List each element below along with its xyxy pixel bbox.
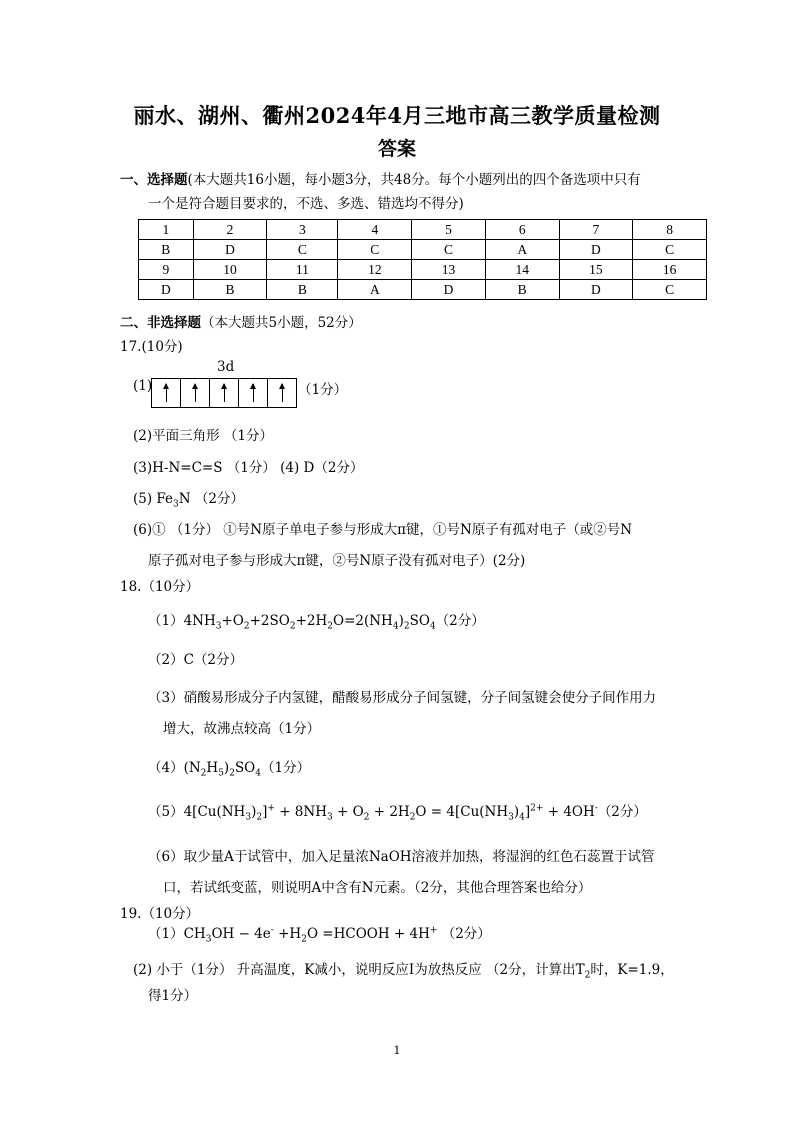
q18-p4: [148, 756, 310, 779]
table-cell: 16: [633, 260, 707, 280]
text-fragment: +O: [221, 613, 244, 629]
table-row: [139, 260, 707, 280]
subscript: 4: [255, 768, 261, 779]
orbital-box: [268, 379, 296, 407]
table-cell: 7: [559, 220, 633, 240]
subscript: 2: [200, 768, 207, 779]
table-cell: 5: [412, 220, 486, 240]
q19-p1: [148, 922, 491, 945]
text-fragment: + 8NH: [274, 804, 327, 820]
text-fragment: （2分）: [597, 804, 647, 820]
section1-desc2: 一个是符合题目要求的，不选、多选、错选均不得分): [148, 196, 464, 212]
table-cell: C: [633, 280, 707, 300]
superscript: -: [594, 803, 598, 814]
table-cell: 9: [139, 260, 194, 280]
orbital-box: [239, 379, 268, 407]
subscript: 3: [173, 499, 179, 510]
up-arrow-icon: [282, 384, 283, 402]
q17-p3: (3)H-N=C=S （1分） (4) D（2分）: [133, 460, 364, 476]
answer-table: [138, 219, 707, 300]
up-arrow-icon: [166, 384, 167, 402]
text-fragment: ): [223, 760, 230, 776]
table-row: [139, 240, 707, 260]
superscript: +: [267, 803, 275, 814]
subscript: 2: [584, 970, 591, 981]
text-fragment: （4）(N: [148, 760, 201, 776]
q18-p3-line1: （3）硝酸易形成分子内氢键，醋酸易形成分子间氢键，分子间氢键会使分子间作用力: [148, 690, 657, 706]
text-fragment: 时，K=1.9，: [590, 962, 674, 978]
text-fragment: N （2分）: [178, 491, 244, 507]
text-fragment: + 4OH: [543, 804, 595, 820]
table-cell: C: [633, 240, 707, 260]
table-cell: 10: [193, 260, 267, 280]
text-fragment: H: [206, 760, 219, 776]
text-fragment: ]: [262, 804, 268, 820]
text-fragment: (2) 小于（1分） 升高温度，K减小，说明反应Ⅰ为放热反应 （2分，计算出T: [133, 962, 585, 978]
table-cell: A: [485, 240, 559, 260]
subscript: 3: [245, 812, 252, 823]
section2-desc: （本大题共5小题，52分）: [201, 315, 362, 331]
text-fragment: （2分）: [437, 926, 491, 942]
section2-line: [120, 311, 362, 331]
subscript: 4: [429, 621, 436, 632]
table-cell: C: [338, 240, 412, 260]
superscript: 2+: [530, 803, 544, 814]
table-cell: 3: [267, 220, 338, 240]
text-fragment: ]: [524, 804, 531, 820]
table-cell: D: [193, 240, 267, 260]
subscript: 3: [508, 812, 514, 823]
table-cell: 6: [485, 220, 559, 240]
text-fragment: （5）4[Cu(NH: [148, 804, 246, 820]
table-cell: 2: [193, 220, 267, 240]
q17-p6-line2: 原子孤对电子参与形成大π键，②号N原子没有孤对电子）(2分): [148, 553, 526, 569]
table-cell: D: [412, 280, 486, 300]
text-fragment: +2H: [295, 613, 328, 629]
section1-desc1: (本大题共16小题，每小题3分，共48分。每个小题列出的四个备选项中只有: [187, 172, 641, 188]
q18-p3-line2: 增大，故沸点较高（1分）: [163, 721, 321, 737]
text-fragment: （1）4NH: [148, 613, 216, 629]
q19-p2-line2: 得1分）: [148, 988, 198, 1004]
text-fragment: + O: [332, 804, 364, 820]
q17-header: 17.(10分): [120, 339, 183, 355]
text-fragment: O=2(NH: [333, 613, 393, 629]
q17-p6-line1: (6)① （1分） ①号N原子单电子参与形成大π键，①号N原子有孤对电子（或②号N: [133, 522, 633, 538]
text-fragment: +2SO: [249, 613, 290, 629]
q17-p1-label: (1): [133, 378, 153, 394]
text-fragment: SO: [234, 760, 256, 776]
subscript: 2: [243, 621, 250, 632]
q18-p2: （2）C（2分）: [148, 652, 244, 668]
table-cell: B: [485, 280, 559, 300]
table-cell: 13: [412, 260, 486, 280]
table-cell: 15: [559, 260, 633, 280]
document-subtitle: 答案: [377, 138, 416, 160]
subscript: 2: [403, 621, 410, 632]
text-fragment: (5) Fe: [133, 491, 174, 507]
orbital-box: [181, 379, 210, 407]
text-fragment: O =HCOOH + 4H: [306, 926, 430, 942]
table-cell: C: [267, 240, 338, 260]
subscript: 2: [289, 621, 296, 632]
q18-header: 18.（10分）: [120, 579, 200, 595]
q18-p6-line2: 口，若试纸变蓝，则说明A中含有N元素。（2分，其他合理答案也给分）: [163, 880, 592, 896]
page-number: 1: [393, 1044, 401, 1057]
up-arrow-icon: [253, 384, 254, 402]
subscript: 3: [215, 621, 222, 632]
text-fragment: （1分）: [261, 760, 311, 776]
section1-line1: [120, 168, 641, 188]
text-fragment: （2分）: [435, 613, 485, 629]
q19-p2-line1: [133, 958, 674, 981]
text-fragment: （1）CH: [148, 926, 206, 942]
text-fragment: OH − 4e: [211, 926, 271, 942]
q18-p6-line1: （6）取少量A于试管中，加入足量浓NaOH溶液并加热，将湿润的红色石蕊置于试管: [148, 849, 655, 865]
q17-p2: (2)平面三角形 （1分）: [133, 428, 274, 444]
subscript: 3: [205, 934, 212, 945]
table-cell: D: [559, 240, 633, 260]
subscript: 4: [519, 812, 525, 823]
superscript: +: [429, 925, 438, 936]
table-cell: 12: [338, 260, 412, 280]
q19-header: 19.（10分）: [120, 906, 200, 922]
table-cell: 11: [267, 260, 338, 280]
subscript: 4: [392, 621, 399, 632]
subscript: 2: [327, 621, 333, 632]
orbital-diagram: [151, 378, 297, 408]
subscript: 5: [218, 768, 224, 779]
q18-p5: [148, 800, 647, 823]
subscript: 2: [301, 934, 307, 945]
text-fragment: + 2H: [369, 804, 410, 820]
table-cell: 4: [338, 220, 412, 240]
table-cell: B: [267, 280, 338, 300]
table-cell: C: [412, 240, 486, 260]
orbital-box: [152, 379, 181, 407]
subscript: 3: [326, 812, 333, 823]
q18-p1: [148, 609, 485, 632]
table-cell: D: [139, 280, 194, 300]
section1-heading: 一、选择题: [120, 172, 188, 188]
table-cell: 1: [139, 220, 194, 240]
text-fragment: ): [398, 613, 404, 629]
subscript: 2: [363, 812, 370, 823]
table-cell: D: [559, 280, 633, 300]
table-row: [139, 220, 707, 240]
orbital-label: 3d: [217, 359, 235, 375]
subscript: 2: [256, 812, 263, 823]
table-cell: 8: [633, 220, 707, 240]
table-cell: B: [193, 280, 267, 300]
document-title: 丽水、湖州、衢州2024年4月三地市高三教学质量检测: [133, 103, 661, 128]
orbital-box: [210, 379, 239, 407]
table-cell: A: [338, 280, 412, 300]
section2-heading: 二、非选择题: [120, 315, 201, 331]
text-fragment: ): [251, 804, 257, 820]
subscript: 2: [409, 812, 416, 823]
text-fragment: SO: [409, 613, 430, 629]
subscript: 2: [229, 768, 235, 779]
text-fragment: O = 4[Cu(NH: [415, 804, 509, 820]
table-row: [139, 280, 707, 300]
table-cell: 14: [485, 260, 559, 280]
text-fragment: +H: [273, 926, 302, 942]
up-arrow-icon: [224, 384, 225, 402]
q17-p5: [133, 487, 244, 510]
up-arrow-icon: [195, 384, 196, 402]
text-fragment: ): [513, 804, 520, 820]
superscript: -: [270, 925, 274, 936]
q17-p1-score: （1分）: [298, 382, 348, 398]
table-cell: B: [139, 240, 194, 260]
